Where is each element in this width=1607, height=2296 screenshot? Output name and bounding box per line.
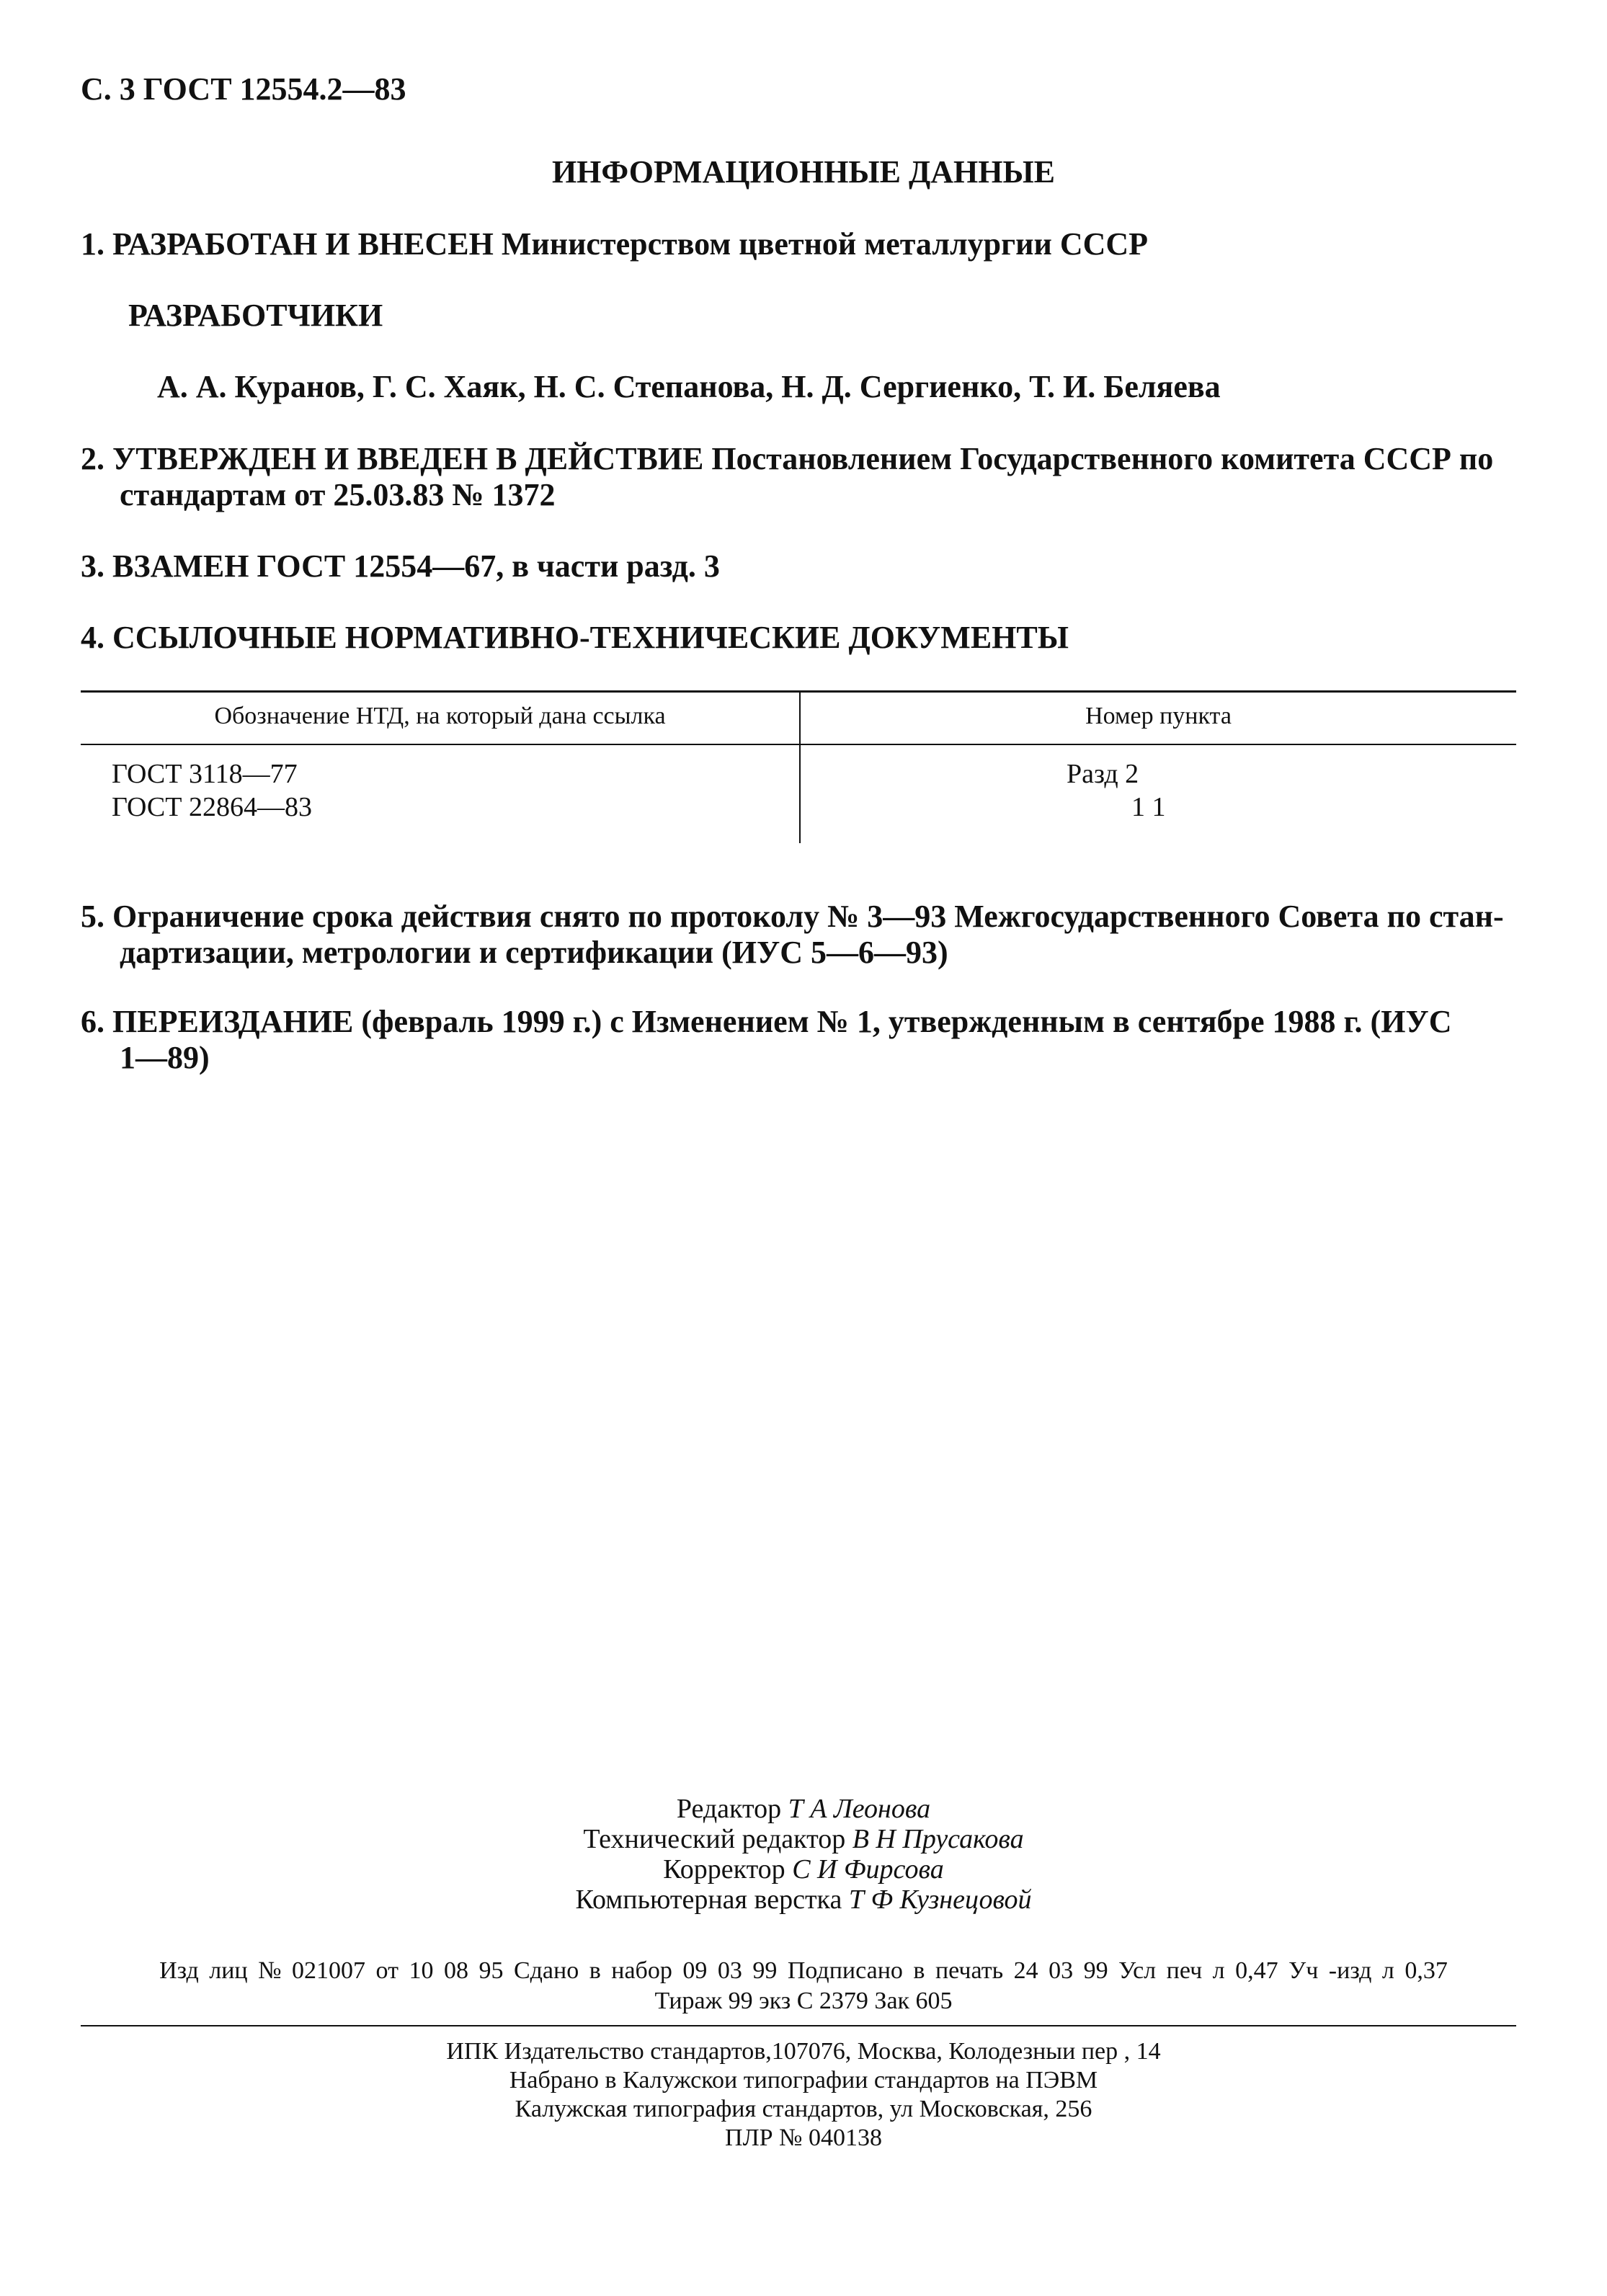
table-header-clause: Номер пункта bbox=[1085, 703, 1232, 729]
page-header: С. 3 ГОСТ 12554.2—83 bbox=[81, 71, 406, 107]
item-6-line1: 6. ПЕРЕИЗДАНИЕ (февраль 1999 г.) с Изменением № 1, утвержденным в сентябре 1988 г. (ИУС bbox=[81, 1004, 1452, 1039]
table-header-designation: Обозначение НТД, на который дана ссылка bbox=[214, 703, 666, 729]
item-1-text: Министерством цветной металлургии СССР bbox=[501, 226, 1149, 262]
editor-line bbox=[0, 1823, 1607, 1855]
publisher-line: Калужская типография стандартов, ул Московская, 256 bbox=[515, 2096, 1092, 2122]
item-6-line2: 1—89) bbox=[120, 1040, 210, 1075]
item-2-line2: стандартам от 25.03.83 № 1372 bbox=[120, 477, 556, 512]
item-5-line1: 5. Ограничение срока действия снято по протоколу № 3—93 Межгосударственного Совета по стан- bbox=[81, 899, 1504, 934]
item-1-lead: 1. РАЗРАБОТАН И ВНЕСЕН bbox=[81, 226, 494, 262]
editor-role: Технический редактор bbox=[583, 1824, 846, 1854]
editor-role: Компьютерная верстка bbox=[575, 1885, 842, 1915]
developers-label: РАЗРАБОТЧИКИ bbox=[128, 298, 383, 333]
imprint-rule bbox=[81, 2025, 1516, 2026]
table-cell-designation: ГОСТ 3118—77 bbox=[112, 759, 298, 789]
item-4-label: 4. ССЫЛОЧНЫЕ НОРМАТИВНО-ТЕХНИЧЕСКИЕ ДОКУМЕНТЫ bbox=[81, 620, 1069, 655]
table-cell-clause: Разд 2 bbox=[1067, 759, 1139, 789]
table-cell-designation: ГОСТ 22864—83 bbox=[112, 792, 312, 822]
editor-name: С И Фирсова bbox=[792, 1854, 944, 1885]
table-top-rule bbox=[81, 690, 1516, 693]
table-cell-clause: 1 1 bbox=[1131, 792, 1166, 822]
item-2-lead: 2. УТВЕРЖДЕН И ВВЕДЕН В ДЕЙСТВИЕ bbox=[81, 441, 704, 476]
publication-details: Изд лиц № 021007 от 10 08 95 Сдано в набор 09 03 99 Подписано в печать 24 03 99 Усл печ л 0,47 Уч -изд л 0,37 bbox=[159, 1957, 1448, 1984]
publisher-line: Набрано в Калужскои типографии стандартов на ПЭВМ bbox=[509, 2067, 1098, 2093]
table-header-rule bbox=[81, 744, 1516, 745]
item-2-text: Постановлением Государственного комитета СССР по bbox=[711, 441, 1494, 476]
editor-line bbox=[0, 1854, 1607, 1885]
editor-role: Редактор bbox=[676, 1794, 782, 1824]
item-3: 3. ВЗАМЕН ГОСТ 12554—67, в части разд. 3 bbox=[81, 548, 720, 584]
item-1 bbox=[81, 226, 1148, 262]
developers-list: А. А. Куранов, Г. С. Хаяк, Н. С. Степанова, Н. Д. Сергиенко, Т. И. Беляева bbox=[157, 369, 1221, 404]
editor-role: Корректор bbox=[663, 1854, 785, 1885]
publisher-line: ИПК Издательство стандартов,107076, Москва, Колодезныи пер , 14 bbox=[446, 2038, 1161, 2065]
editor-name: В Н Прусакова bbox=[852, 1824, 1024, 1854]
editor-line bbox=[0, 1884, 1607, 1915]
editor-name: Т А Леонова bbox=[788, 1794, 931, 1824]
section-title: ИНФОРМАЦИОННЫЕ ДАННЫЕ bbox=[551, 154, 1056, 190]
editor-name: Т Ф Кузнецовой bbox=[848, 1885, 1032, 1915]
publisher-line: ПЛР № 040138 bbox=[725, 2124, 882, 2151]
item-2-line1 bbox=[81, 440, 1493, 477]
editor-line bbox=[0, 1793, 1607, 1825]
item-5-line2: дартизации, метрологии и сертификации (ИУС 5—6—93) bbox=[120, 935, 948, 970]
print-run: Тираж 99 экз С 2379 Зак 605 bbox=[654, 1988, 953, 2014]
